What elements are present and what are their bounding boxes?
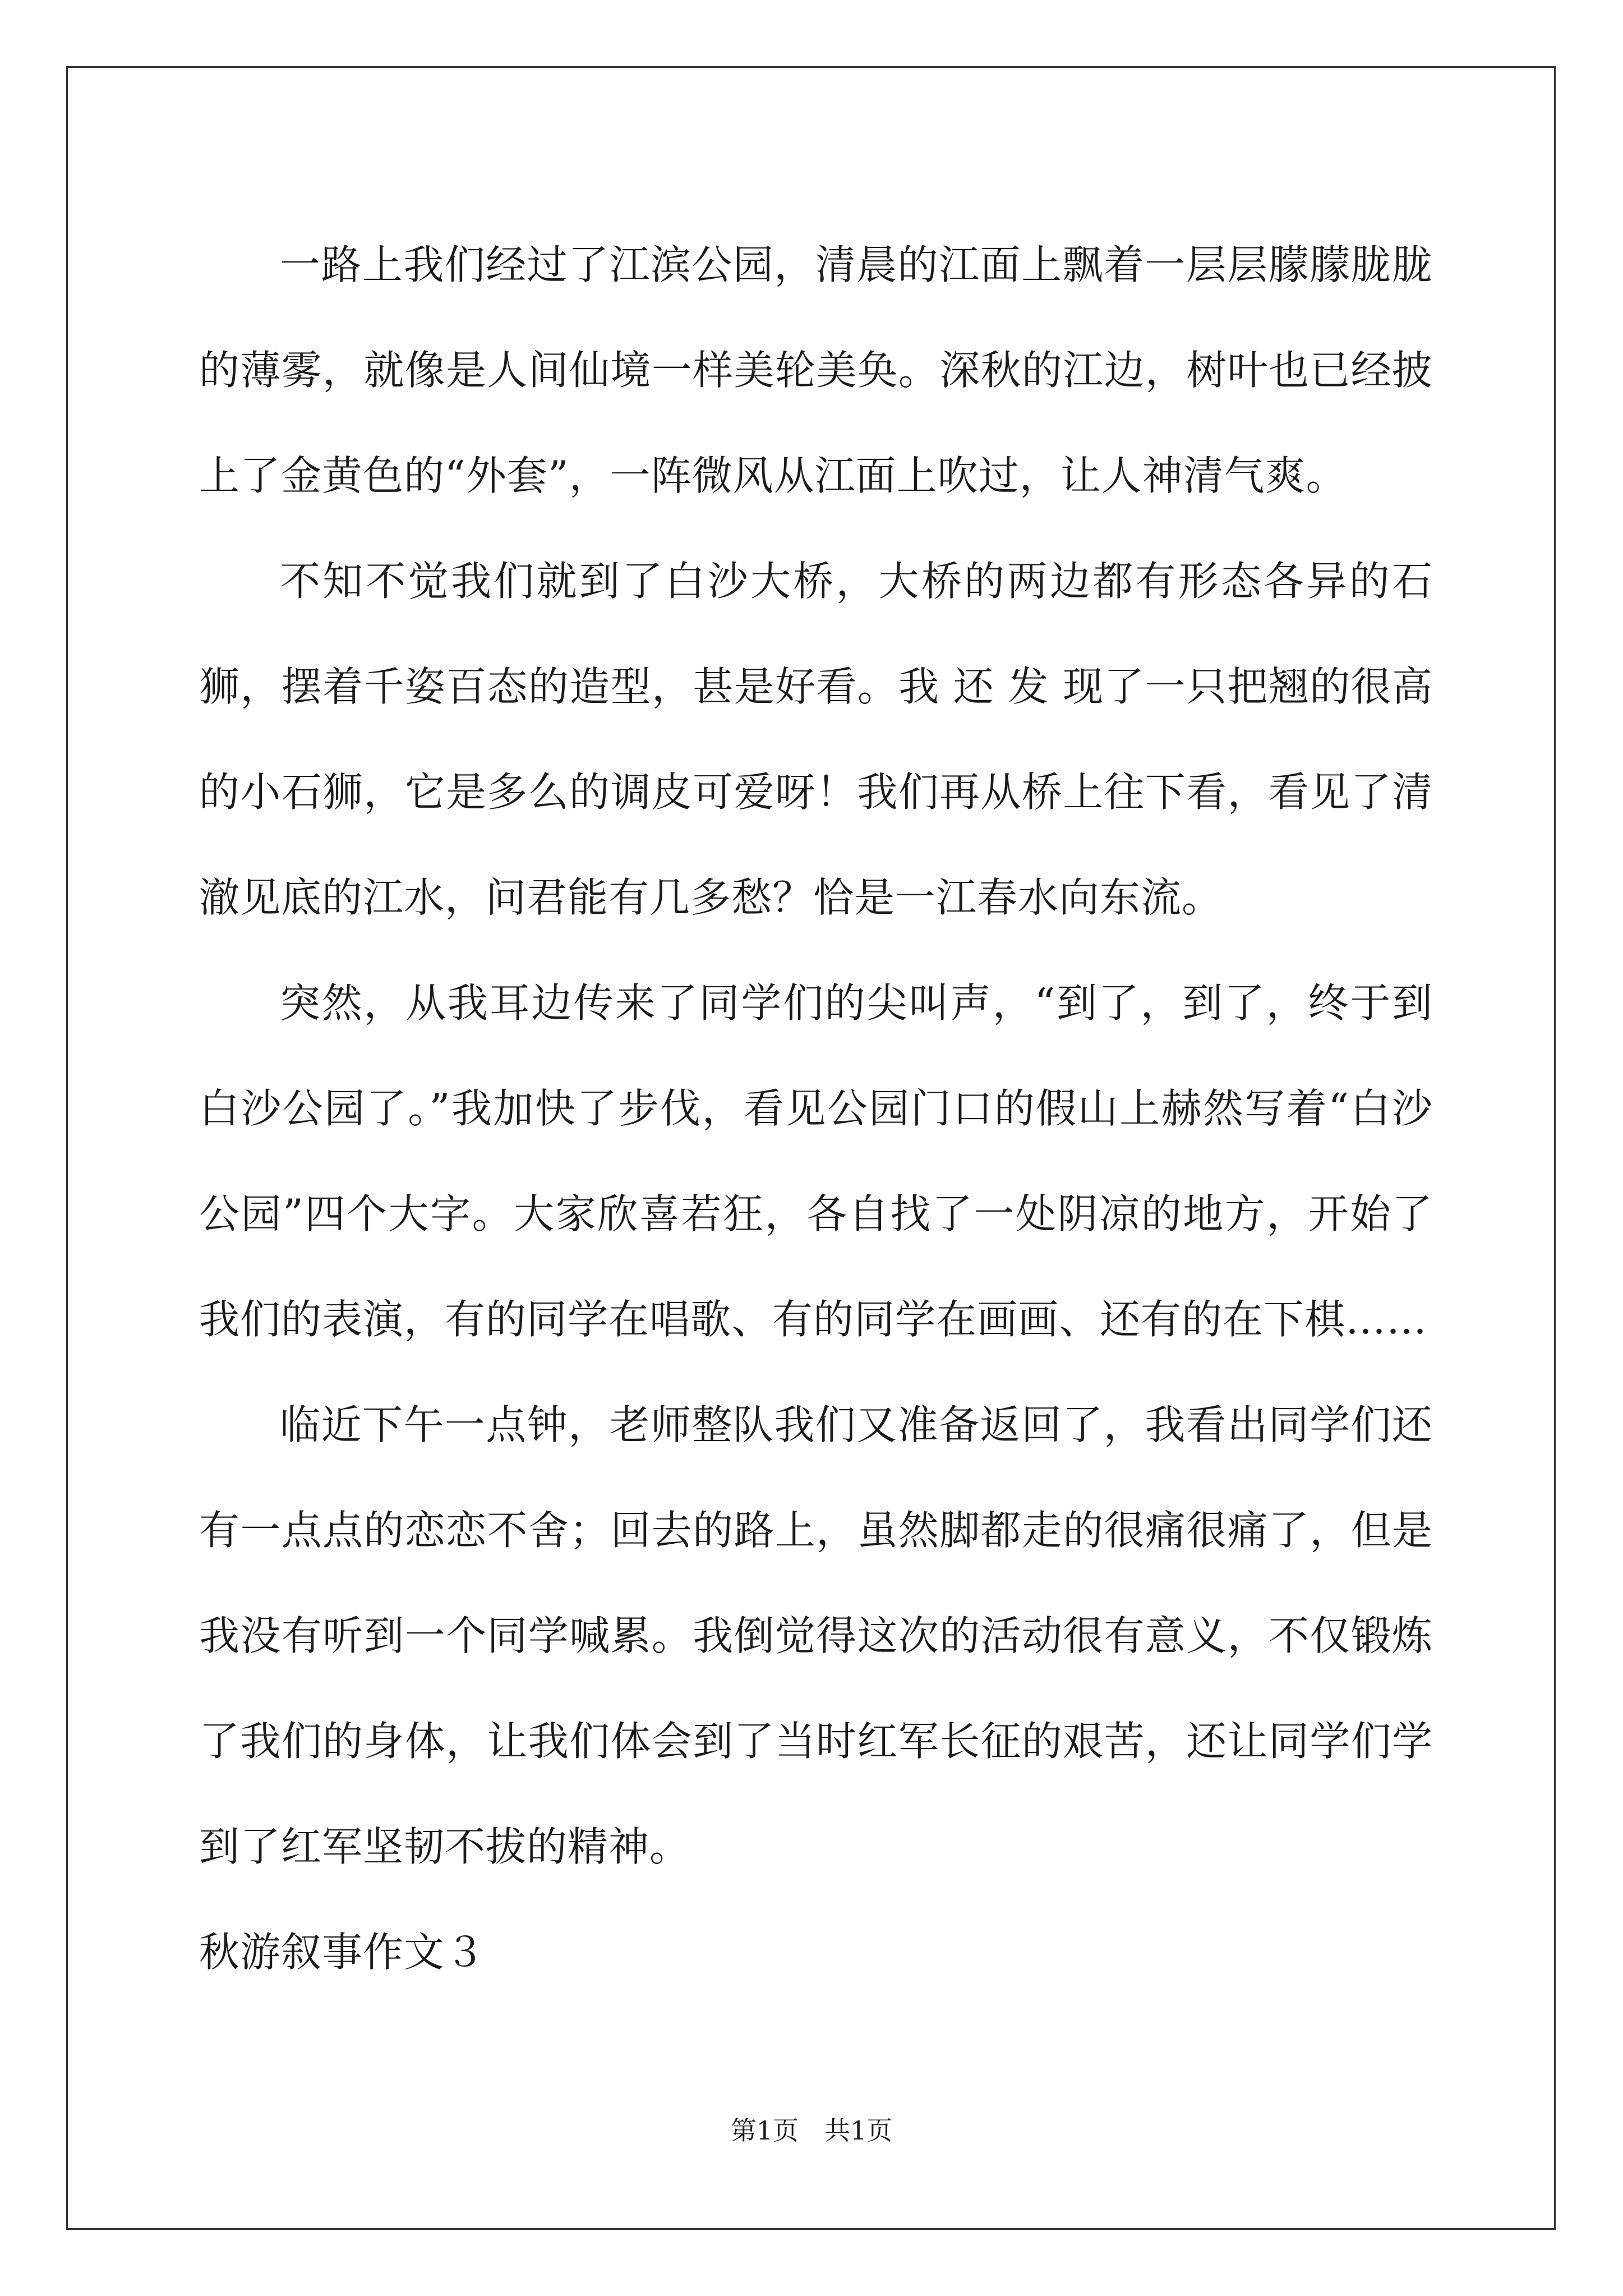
page-footer	[0, 2110, 1623, 2147]
page-number-total: 共1页	[824, 2115, 893, 2146]
paragraph-3: 突然，从我耳边传来了同学们的尖叫声，“到了，到了，终于到白沙公园了。”我加快了步伐，看见公园门口的假山上赫然写着“白沙公园”四个大字。大家欣喜若狂，各自找了一处阴凉的地方，开始了我们的表演，有的同学在唱歌、有的同学在画画、还有的在下棋……	[199, 979, 1433, 1343]
paragraph-2: 不知不觉我们就到了白沙大桥，大桥的两边都有形态各异的石狮，摆着千姿百态的造型，甚是好看。我 还 发 现了一只把翘的很高的小石狮，它是多么的调皮可爱呀！我们再从桥上往下看，看见了清澈见底的江水，问君能有几多愁？恰是一江春水向东流。	[199, 558, 1433, 921]
section-heading: 秋游叙事作文３	[199, 1929, 486, 1976]
page-number-current: 第1页	[730, 2115, 799, 2146]
document-body	[199, 212, 1433, 2005]
paragraph-4: 临近下午一点钟，老师整队我们又准备返回了，我看出同学们还有一点点的恋恋不舍；回去的路上，虽然脚都走的很痛很痛了，但是我没有听到一个同学喊累。我倒觉得这次的活动很有意义，不仅锻炼了我们的身体，让我们体会到了当时红军长征的艰苦，还让同学们学到了红军坚韧不拔的精神。	[199, 1401, 1433, 1870]
paragraph-1: 一路上我们经过了江滨公园，清晨的江面上飘着一层层朦朦胧胧的薄雾，就像是人间仙境一样美轮美奂。深秋的江边，树叶也已经披上了金黄色的“外套”，一阵微风从江面上吹过，让人神清气爽。	[199, 241, 1433, 499]
